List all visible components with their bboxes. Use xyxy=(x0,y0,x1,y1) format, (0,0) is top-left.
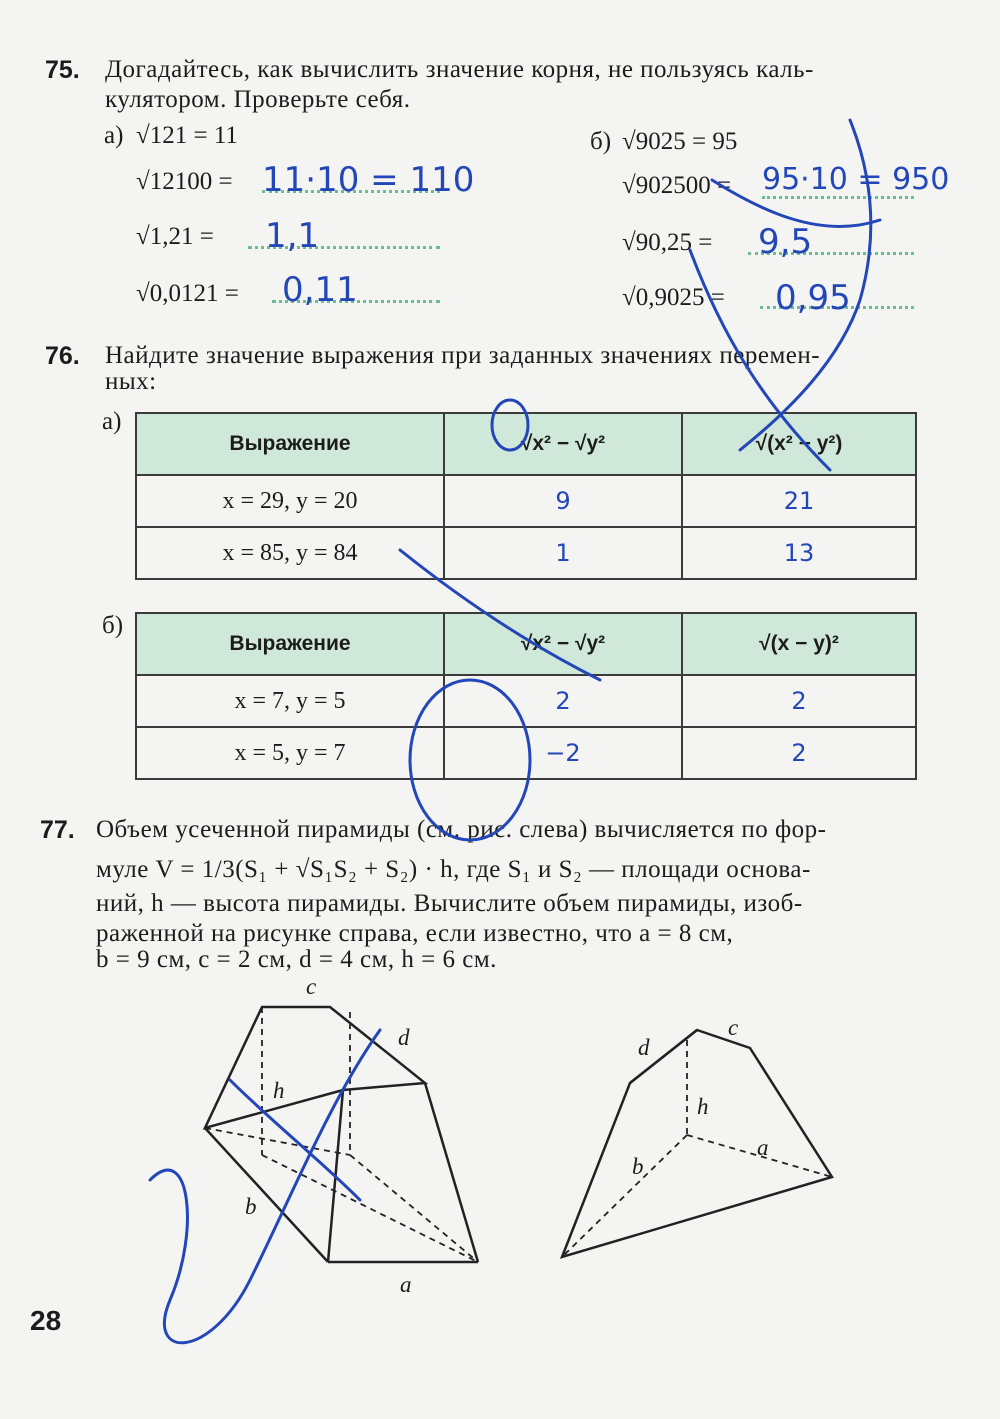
exercise-76-text-line1: Найдите значение выражения при заданных значениях перемен- xyxy=(105,342,821,369)
exercise-77-line1: Объем усеченной пирамиды (см. рис. слева) вычисляется по фор- xyxy=(96,816,827,843)
ex75-b-answer-1: 95·10 = 950 xyxy=(762,162,950,197)
table-b-cond-1: x = 7, y = 5 xyxy=(136,675,444,727)
table-b-header-1: √x² − √y² xyxy=(444,613,682,675)
table-b-header-expr: Выражение xyxy=(136,613,444,675)
label-b-left: b xyxy=(245,1194,257,1219)
label-d-left: d xyxy=(398,1025,410,1050)
sqrt-sign: √ xyxy=(136,223,150,250)
exercise-75-text-line2: кулятором. Проверьте себя. xyxy=(105,86,411,113)
exercise-75-number: 75. xyxy=(45,56,80,84)
label-c-right: c xyxy=(728,1015,739,1040)
pyramid-right xyxy=(562,1030,832,1257)
sqrt-sign: √ xyxy=(622,284,636,311)
table-b-r2-v2: 2 xyxy=(682,727,916,779)
table-b-r2-v1: −2 xyxy=(444,727,682,779)
ex75-b-item-3-text: 0,9025 = xyxy=(635,284,725,311)
ex75-a-label: а) xyxy=(104,122,124,149)
sqrt-sign: √ xyxy=(622,229,636,256)
table-a-header-2: √(x² − y²) xyxy=(682,413,916,475)
ex75-b-item-2-text: 90,25 = xyxy=(635,229,713,256)
label-h-left: h xyxy=(273,1078,285,1103)
label-a-right: a xyxy=(757,1135,769,1160)
label-b-right: b xyxy=(632,1154,644,1179)
label-a-left: a xyxy=(400,1272,412,1297)
ex75-b-answer-2: 9,5 xyxy=(758,222,813,262)
table-a-r2-v2: 13 xyxy=(682,527,916,579)
table-a-cond-2: x = 85, y = 84 xyxy=(136,527,444,579)
sqrt-sign: √ xyxy=(622,128,636,155)
ex75-a-item-1-text: 12100 = xyxy=(149,168,233,195)
exercise-77-number: 77. xyxy=(40,816,75,844)
table-a-r1-v2: 21 xyxy=(682,475,916,527)
ex75-a-answer-2: 1,1 xyxy=(265,216,320,256)
table-a-header-expr: Выражение xyxy=(136,413,444,475)
table-b-cond-2: x = 5, y = 7 xyxy=(136,727,444,779)
ex75-b-given-text: 9025 = 95 xyxy=(635,128,738,155)
page-number: 28 xyxy=(30,1305,62,1336)
table-a-label: а) xyxy=(102,408,122,435)
ex75-b-item-1-text: 902500 = xyxy=(635,172,732,199)
table-a-cond-1: x = 29, y = 20 xyxy=(136,475,444,527)
table-a-r1-v1: 9 xyxy=(444,475,682,527)
ex75-a-answer-1: 11·10 = 110 xyxy=(262,160,475,200)
table-b-r1-v1: 2 xyxy=(444,675,682,727)
exercise-77-line5: b = 9 см, c = 2 см, d = 4 см, h = 6 см. xyxy=(96,946,497,973)
exercise-77-line2: муле V = 1/3(S₁ + √S₁S₂ + S₂) · h, где S₁ и S₂ — площади основа- xyxy=(96,856,811,883)
exercise-76-text-line2: ных: xyxy=(105,368,157,395)
handwriting-marks xyxy=(150,120,880,1343)
sqrt-sign: √ xyxy=(136,280,150,307)
exercise-77-line4: раженной на рисунке справа, если известно, что a = 8 см, xyxy=(96,920,734,947)
table-a-header-1: √x² − √y² xyxy=(444,413,682,475)
label-h-right: h xyxy=(697,1094,709,1119)
table-b-header-2: √(x − y)² xyxy=(682,613,916,675)
table-a-r2-v1: 1 xyxy=(444,527,682,579)
label-c-left: c xyxy=(306,974,317,999)
ex75-a-answer-3: 0,11 xyxy=(282,270,358,310)
exercise-77-line3: ний, h — высота пирамиды. Вычислите объем пирамиды, изоб- xyxy=(96,890,803,917)
ex75-a-item-3-text: 0,0121 = xyxy=(149,280,239,307)
table-b-r1-v2: 2 xyxy=(682,675,916,727)
sqrt-sign: √ xyxy=(136,122,150,149)
ex75-b-answer-3: 0,95 xyxy=(775,278,851,318)
frustum-left xyxy=(205,1007,478,1262)
exercise-75-text-line1: Догадайтесь, как вычислить значение корня, не пользуясь каль- xyxy=(105,56,814,83)
ex75-a-item-2-text: 1,21 = xyxy=(149,223,214,250)
ex75-b-label: б) xyxy=(590,128,612,155)
ex75-a-given-text: 121 = 11 xyxy=(149,122,238,149)
label-d-right: d xyxy=(638,1035,650,1060)
table-b-label: б) xyxy=(102,612,124,639)
sqrt-sign: √ xyxy=(136,168,150,195)
sqrt-sign: √ xyxy=(622,172,636,199)
exercise-76-number: 76. xyxy=(45,342,80,370)
